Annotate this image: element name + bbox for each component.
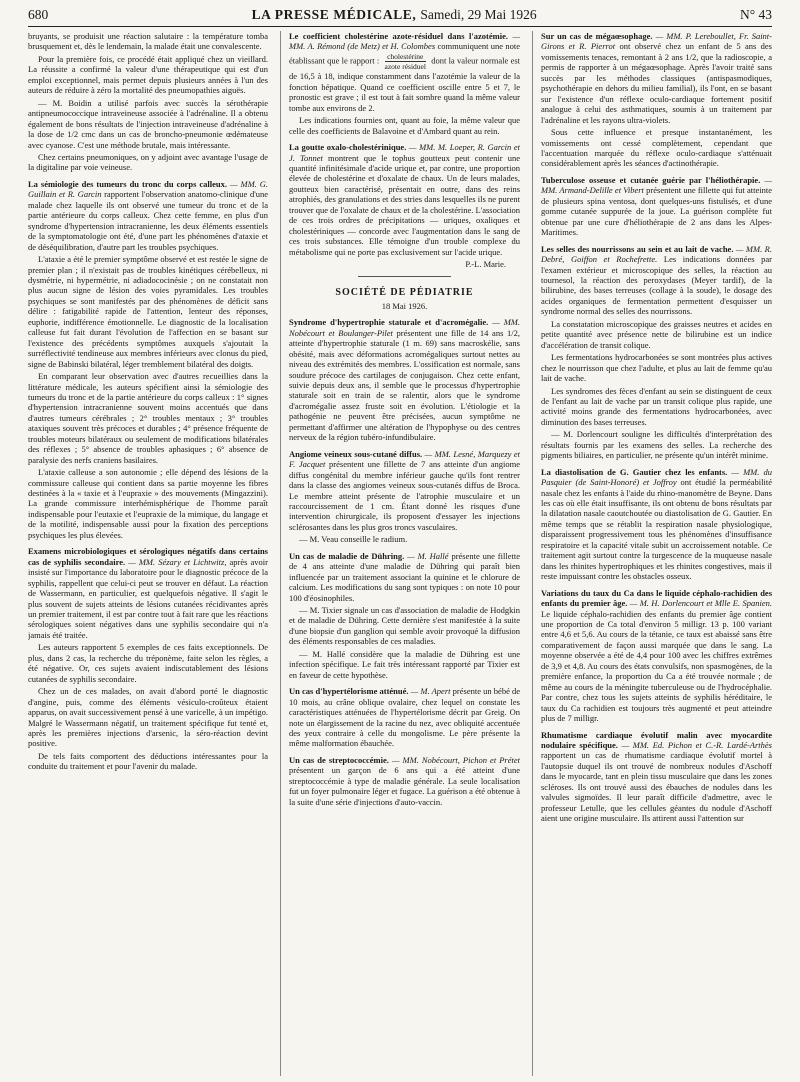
section-lead — [541, 467, 772, 582]
section-lead — [541, 244, 772, 317]
paragraph: De tels faits comportent des déductions intéressantes pour la conduite du traitement et pour l'avenir du malade. — [28, 750, 268, 772]
paragraph: — M. Hallé considère que la maladie de Dühring est une infection spécifique. Le fait très intéressant rapporté par Tixier est en faveur de cette hypothèse. — [289, 648, 520, 680]
section-tuberculose-heliotherapie — [541, 175, 772, 238]
society-date: 18 Mai 1926. — [381, 300, 428, 311]
journal-name: LA PRESSE MÉDICALE, — [251, 7, 417, 22]
section-authors: — MM. Nobécourt et Boulanger-Pilet — [289, 317, 520, 338]
paragraph: Les syndromes des fèces d'enfant au sein se distinguent de ceux de l'enfant au lait de vache par un transit colique plus rapide, une activité moins grande des fermentations hydrocarbonées, avec diminution des bases terreuses. — [541, 385, 772, 427]
section-lead — [28, 179, 268, 252]
section-selles-nourrissons — [541, 244, 772, 461]
section-authors: — MM. P. Lereboullet, Fr. Saint-Girons et R. Pierrot — [541, 31, 772, 52]
paragraph: L'ataxie calleuse a son autonomie ; elle dépend des lésions de la commissure calleuse qui contient dans sa partie moyenne les fibres destinées à la « taxie et à l'eupraxie » des mouvements (Mingazzini). La grande commissure interhémisphérique de l'homme paraît indispensable pour l'eutaxie et l'eupraxie de la mimique, du langage et de la motilité, indispensable aussi pour la fixation des perceptions psychiques les plus élevées. — [28, 467, 268, 540]
section-lead — [289, 317, 520, 442]
paragraph: La constatation microscopique des graisses neutres et acides en petite quantité avec présence nette de bilirubine est un indice d'accélération de transit colique. — [541, 318, 772, 350]
section-text: après avoir insisté sur l'importance du laboratoire pour le diagnostic précoce de la syphilis, rappellent que celui-ci peut se trouver en défaut. La réaction de Wassermann, en particulier, est quelquefois négative. Il s'agit le plus souvent de sujets atteints de lésions cutanées récidivantes après un premier traitement, il est par contre tout à fait rare que les réactions sérologiques soient négatives dans une syphilis secondaire qui n'a jamais été traitée. — [28, 556, 268, 640]
section-title: Sur un cas de mégaœsophage. — [541, 31, 653, 41]
section-lead — [541, 175, 772, 238]
section-text: dont la valeur normale est de 16,5 à 18, indique constamment dans l'azotémie la valeur de la fonction hépatique. Quand ce coefficient oscille entre 5 et 7, le pronostic est grave ; il est tout à fait sombre quand la même valeur tombe aux environs de 2. — [289, 55, 520, 113]
section-authors: — MM. Nobécourt, Pichon et Prétet — [391, 754, 520, 765]
section-tumeurs-corps-calleux — [28, 179, 268, 540]
society-heading: SOCIÉTÉ DE PÉDIATRIE — [335, 286, 474, 298]
section-lead — [289, 686, 520, 749]
section-rhumatisme-cardiaque — [541, 730, 772, 824]
paragraph: En comparant leur observation avec d'autres recueillies dans la littérature médicale, les auteurs spécifient ainsi la sémiologie des tumeurs du tronc et de la partie antérieure du corps calleux : 1° signes d'hypertension intracranienne souvent moins accentués que dans d'autres tumeurs cérébrales ; 2° troubles mentaux ; 3° troubles ataxiques souvent très précoces et durables ; 4° présence fréquente de troubles moteurs bilatéraux ou seulement de modifications bilatérales des réflexes ; 5° absence de troubles aphasiques ; 6° absence de paralysie des nerfs craniens basilaires. — [28, 371, 268, 465]
section-authors: — MM. R. Debré, Goiffon et Rochefrette. — [541, 243, 772, 265]
section-authors: — MM. Armand-Delille et Vibert — [541, 174, 772, 196]
section-text: présentent une fillette qui fut atteinte de plusieurs spina ventosa, dont quelques-uns fistulisés, et d'une gomme cutanée suppurée de la joue. La guérison complète fut obtenue par une cure d'héliothérapie de 2 ans dans les Alpes-Maritimes. — [541, 185, 772, 238]
section-text: Le liquide céphalo-rachidien des enfants du premier âge contient une proportion de Ca total d'environ 5 milligr. 13 p. 100 variant entre 4,6 et 5,6. Au cours de la tétanie, ce taux est abaissé sans être comparativement de façon aussi marquée que dans le sang. La moyenne observée a été de 4,4 pour 100 avec les chiffres extrêmes de 3,9 et 4,8. Au cours des états convulsifs, non spasmogènes, de la première enfance, la proportion du Ca a été trouvée normale ; de même au cours de la méningite tuberculeuse ou de l'hydrocéphalie. Par contre, chez tous les sujets atteints de syphilis héréditaire, le taux du Ca rachidien est toujours très augmenté et peut atteindre plus de 7 milligr. — [541, 608, 772, 724]
section-text: ont étudié la perméabilité nasale chez les enfants à l'aide du rhino-manomètre de Beyne. Dans les cas où elle était insuffisante, ils ont obtenu de bons résultats par la dilatation nasale caoutchoutée ou diastolisation de G. Gautier. En même temps que se rétablit la respiration nasale physiologique, disparaissent progressivement tous les phénomènes d'insuffisance respiratoire et la capacité vitale subit un accroissement notable. Ce traitement agit surtout contre la turgescence de la muqueuse nasale dans les rhinites hypertrophiques et les rhinites congestives, mais il reste impuissant contre les obstacles osseux. — [541, 477, 772, 582]
column-3 — [532, 31, 772, 1076]
section-text: montrent que le tophus goutteux peut contenir une quantité infinitésimale d'acide urique et, par contre, une proportion élevée de cholestérine et d'oxalate de chaux. Un de leurs malades, goutteux bien caractérisé, présentait en outre, dans des reins atrophiés, des granulations et des stries dans lesquelles ils ne purent trouver que de l'oxalate de chaux et de la cholestérine. L'association de ces trois ordres de précipitations — uriques, oxaliques et cholestériniques — concorde avec l'augmentation dans le sang de ces trois substances. Elle témoigne d'un trouble complexe du métabolisme qui ne porte pas exclusivement sur l'acide urique. — [289, 152, 520, 257]
section-authors: — MM. Sézary et Lichtwitz, — [128, 556, 227, 567]
section-lead — [289, 449, 520, 533]
section-authors: — M. Hallé — [407, 550, 449, 561]
section-title: Tuberculose osseuse et cutanée guérie par l'héliothérapie. — [541, 174, 761, 185]
paragraph: — M. Veau conseille le radium. — [299, 534, 408, 545]
issue-number: N° 43 — [739, 7, 772, 22]
section-syphilis-secondaire — [28, 546, 268, 772]
section-hypertelorisme — [289, 686, 520, 749]
section-lead — [541, 31, 772, 125]
column-2 — [280, 31, 520, 1076]
section-title: Angiome veineux sous-cutané diffus. — [289, 448, 423, 459]
section-lead — [289, 755, 520, 807]
page-header — [28, 4, 772, 27]
section-text: présente un bébé de 10 mois, au crâne oblique ovalaire, chez lequel on constate les caractéristiques atténuées de l'hypertélorisme décrit par Greig. On note un élargissement de la racine du nez, avec obliquité accentuée des yeux contraire à celle du mongolisme. Le père présente la même malformation ébauchée. — [289, 686, 520, 749]
section-title: Un cas de streptococcémie. — [289, 754, 389, 765]
paragraph: Les indications fournies ont, quant au foie, la même valeur que celle des coefficients de Balavoine et d'Ambard quant au rein. — [289, 115, 520, 136]
section-authors: — M. H. Dorlencourt et Mlle E. Spanien. — [629, 598, 772, 609]
paragraph: Chez un de ces malades, on avait d'abord porté le diagnostic d'angine, puis, comme des éléments vésiculo-croûteux étaient apparus, on avait successivement pensé à une varicelle, à un impétigo. Malgré le Wassermann négatif, un traitement spécifique fut tenté et, après les premières injections d'arsenic, la séro-réaction devint positive. — [28, 686, 268, 749]
section-lead — [541, 588, 772, 724]
section-text: communiquent une note établissant que le rapport : — [289, 41, 520, 66]
paragraph: Pour la première fois, ce procédé était appliqué chez un vieillard. La réussite a confirmé la valeur d'une thérapeutique qui est d'un emploi exceptionnel, mais permet depuis plusieurs années à l'un des auteurs de réduire à zéro la mortalité des pneumopathies aiguës. — [28, 53, 268, 96]
section-authors: — M. Apert — [410, 686, 451, 697]
section-title: Variations du taux du Ca dans le liquide céphalo-rachidien des enfants du premier âge. — [541, 587, 772, 609]
paragraph: — M. Dorlencourt souligne les difficultés d'interprétation des résultats fournis par les examens des selles. La recherche des pigments biliaires, en particulier, ne présente qu'un intérêt minime. — [541, 429, 772, 461]
section-title: Un cas de maladie de Dühring. — [289, 550, 405, 561]
paragraph: — M. Boidin a utilisé parfois avec succès la sérothérapie antipneumococcique intraveineuse associée à l'adrénaline. Il a obtenu également de bons résultats de l'injection intraveineuse d'adrénaline à la dose de 1/2 cmc dans un cas de broncho-pneumonie œdémateuse avec cyanose. C'est une méthode brutale, mais intéressante. — [28, 97, 268, 150]
section-hypertrophie-staturale — [289, 317, 520, 442]
section-coefficient-cholesterine — [289, 31, 520, 136]
section-title: Les selles des nourrissons au sein et au lait de vache. — [541, 243, 734, 254]
section-title: Le coefficient cholestérine azote-résiduel dans l'azotémie. — [289, 31, 508, 41]
section-divider — [358, 276, 450, 277]
section-title: Examens microbiologiques et sérologiques négatifs dans certains cas de syphilis secondaire. — [28, 546, 268, 567]
paragraph: — M. Tixier signale un cas d'association de maladie de Hodgkin et de maladie de Dühring. Cette dernière s'est manifestée à la suite d'une biopsie d'un ganglion qui semble avoir provoqué la diffusion des éléments responsables de ces maladies. — [289, 605, 520, 647]
section-goutte-oxalo — [289, 142, 520, 269]
section-authors: — MM. A. Rémond (de Metz) et H. Colombes — [289, 31, 520, 52]
section-diastolisation — [541, 467, 772, 582]
section-title: Un cas d'hypertélorisme atténué. — [289, 686, 409, 697]
section-title: La sémiologie des tumeurs du tronc du corps calleux. — [28, 178, 227, 189]
section-title: La diastolisation de G. Gautier chez les enfants. — [541, 466, 728, 477]
section-authors: — MM. du Pasquier (de Saint-Honoré) et Joffroy — [541, 466, 772, 488]
section-text: rapportent l'observation anatomo-clinique d'une malade chez laquelle ils ont observé une tumeur du tronc et de la partie antérieure du corps calleux. Chez cette femme, en plus d'un syndrome d'hypertension intracranienne, les deux éléments essentiels de la symptomatologie ont été, d'une part les phénomènes d'ataxie et de déséquilibration, d'autre part les troubles psychiques. — [28, 189, 268, 252]
formula-numerator: cholestérine — [385, 52, 426, 62]
section-maladie-duhring — [289, 551, 520, 680]
section-text: présentent un garçon de 6 ans qui a été atteint d'une streptococcémie à type de maladie générale. La seule localisation fut un foyer pulmonaire léger et fugace. La guérison a été obtenue à la suite d'une série d'injections d'auto-vaccin. — [289, 765, 520, 807]
section-text: ont observé chez un enfant de 5 ans des vomissements tenaces, remontant à 2 ans 1/2, que la radioscopie, a permis de rapporter à un mégaœsophage. Après l'avoir traité sans succès par les méthodes classiques (antispasmodiques, psychothérapie en dehors du milieu familial), ils l'ont, en se basant sur l'existence d'un réflexe oculo-cardiaque fortement positif analogue à celui des asthmatiques, soumis à un traitement par l'adrénaline et les rayons ultra-violets. — [541, 41, 772, 125]
section-text: présentent une fillette de 7 ans atteinte d'un angiome diffus congénital du membre inférieur gauche qu'ils font rentrer dans la classe des angiomes veineux sous-cutanés diffus de Broca. Le membre atteint présente de l'atrophie musculaire et un raccourcissement de 1 cm. Étant donné les risques d'une intervention chirurgicale, ils proposent d'essayer les injections sclérosantes dans les plus gros troncs vasculaires. — [289, 459, 520, 532]
section-lead — [289, 142, 520, 257]
section-lead — [541, 730, 772, 824]
section-authors: — MM. Ed. Pichon et C.-R. Lardé-Arthès — [621, 740, 772, 750]
ratio-formula — [385, 52, 426, 71]
section-lead — [289, 551, 520, 603]
article-columns — [28, 31, 772, 1076]
paragraph: L'ataxie a été le premier symptôme observé et est restée le signe de premier plan ; il n'existait pas de troubles kinétiques cérébelleux, ni dysmétrie, ni hypermétrie, ni adiadococinésie ; on ne constatait non plus aucun signe de lésion des voies pyramidales. Les troubles psychiques se sont manifestés par des phénomènes de déficit sans délire : fatigabilité rapide de l'attention, lenteur des réponses, euphorie, indifférence émotionnelle. Le diagnostic de la localisation calleuse fut fait durant l'évolution de l'affection en se basant sur l'existence des précédents symptômes auxquels s'ajoutait la surréflectivité tendineuse aux membres inférieurs avec clonus du pied, signe de Babinski bilatéral, léger tremblement bilatéral des doigts. — [28, 254, 268, 369]
section-text: Les indications données par l'examen extérieur et microscopique des selles, la réaction au tournesol, la réaction des peroxydases (Meyer tardif), de la bilirubine, des bases terreuses (collage à la soude), le dosage des acides organiques de fermentation permettent d'esquisser un syndrome normal des selles des nourrissons. — [541, 254, 772, 317]
paragraph: bruyants, se produisit une réaction salutaire : la température tomba brusquement et, dès le lendemain, la malade était une convalescente. — [28, 31, 268, 52]
section-lead — [28, 546, 268, 640]
journal-title — [252, 7, 537, 23]
column-1 — [28, 31, 268, 1076]
section-title: Rhumatisme cardiaque évolutif malin avec myocardite nodulaire spécifique. — [541, 729, 772, 750]
paragraph: Chez certains pneumoniques, on y adjoint avec avantage l'usage de la digitaline par voie veineuse. — [28, 151, 268, 173]
section-authors: — MM. Lesné, Marquezy et F. Jacquet — [289, 448, 520, 470]
section-text: rapportent un cas de rhumatisme cardiaque évolutif mortel à l'autopsie duquel ils ont trouvé de nombreux nodules d'Aschoff dans le myocarde, tant en plein tissu musculaire que dans les zones scléroses. Ils ont trouvé aussi des ébauches de nodules dans les valvules sigmoïdes. Il leur paraît difficile d'admettre, avec le professeur Letulle, que les cellules géantes du nodule d'Aschoff aient une origine musculaire. Ils attirent aussi l'attention sur — [541, 750, 772, 824]
paragraph: Sous cette influence et presque instantanément, les vomissements ont cessé complètement, cependant que l'accentuation marquée du réflexe oculo-cardiaque s'atténuait considérablement après les séances d'actinothérapie. — [541, 127, 772, 169]
section-title: Syndrome d'hypertrophie staturale et d'acromégalie. — [289, 317, 489, 328]
formula-denominator: azote résiduel — [384, 62, 426, 72]
section-title: La goutte oxalo-cholestérinique. — [289, 142, 407, 153]
section-text: présente une fillette de 4 ans atteinte d'une maladie de Dühring qui paraît bien influencée par un traitement associant la quinine et le chlorure de calcium. Les modifications du sang sont typiques : on note 10 pour 100 d'éosinophiles. — [289, 550, 520, 603]
paragraph: Les fermentations hydrocarbonées se sont montrées plus actives chez le nourrisson que chez l'adulte, et plus au lait de femme qu'au lait de vache. — [541, 352, 772, 384]
author-signature: P.-L. Marie. — [465, 259, 506, 270]
section-taux-calcium — [541, 588, 772, 724]
section-lead — [289, 31, 520, 113]
section-megaoesophage — [541, 31, 772, 169]
section-authors: — MM. M. Loeper, R. Garcin et J. Tonnet — [289, 142, 520, 163]
page-number: 680 — [28, 7, 49, 22]
section-text: présentent une fille de 14 ans 1/2, atteinte d'hypertrophie staturale (1 m. 69) sans macroskélie, sans obésité, mais avec déformations acromégaliques surtout nettes au niveau des extrémités des membres. L'ossification est normale, sans soudure précoce des cartilages de conjugaison. Chez cette enfant, suivie depuis deux ans, il semble que le processus d'hypertrophie staturale soit en train de se ralentir, alors que le syndrome d'acromégalie assez fruste soit en évolution. L'étiologie et la pathogénie ne peuvent être précisées, aucun symptôme ne permettant d'affirmer une altération de l'hypophyse ou des centres nerveux de la région tubéro-infundibulaire. — [289, 327, 520, 443]
issue-date: Samedi, 29 Mai 1926 — [420, 7, 537, 22]
section-angiome-veineux — [289, 449, 520, 545]
section-streptococcemie — [289, 755, 520, 807]
paragraph: Les auteurs rapportent 5 exemples de ces faits exceptionnels. De plus, dans 2 cas, la recherche du tréponème, faite selon les règles, a été négative. Or, ces sujets avaient indiscutablement des lésions cutanées de syphilis secondaire. — [28, 642, 268, 684]
section-authors: — MM. G. Guillain et R. Garcin — [28, 178, 268, 200]
